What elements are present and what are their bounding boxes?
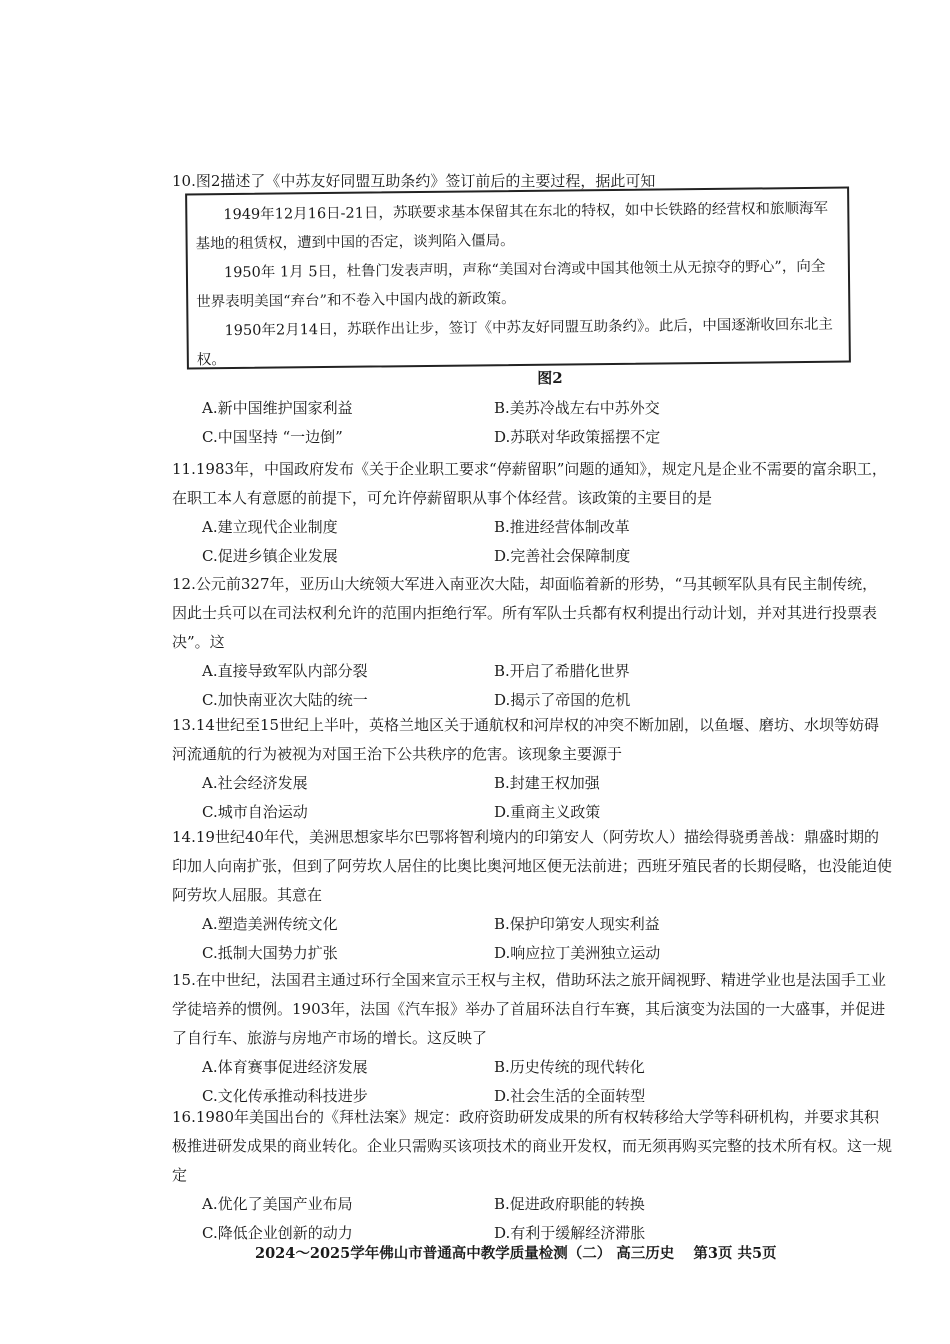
- question-16-stem: 16.1980年美国出台的《拜杜法案》规定：政府资助研发成果的所有权转移给大学等科研机构，并要求其积极推进研发成果的商业转化。企业只需购买该项技术的商业开发权，而无须再购买完整的技术所有权。这一规定: [172, 1108, 893, 1184]
- question-14-stem: 14.19世纪40年代，美洲思想家毕尔巴鄂将智利境内的印第安人（阿劳坎人）描绘得骁勇善战：鼎盛时期的印加人向南扩张，但到了阿劳坎人居住的比奥比奥河地区便无法前进；西班牙殖民者的长期侵略，也没能迫使阿劳坎人屈服。其意在: [172, 828, 893, 904]
- question-13: [172, 711, 892, 827]
- option-d[interactable]: D.重商主义政策: [494, 803, 601, 821]
- option-a[interactable]: A.建立现代企业制度: [202, 518, 338, 536]
- option-b[interactable]: B.促进政府职能的转换: [494, 1195, 645, 1213]
- option-b[interactable]: B.封建王权加强: [494, 774, 600, 792]
- option-b[interactable]: B.开启了希腊化世界: [494, 662, 630, 680]
- figure-2-paragraph-1: 1949年12月16日-21日，苏联要求基本保留其在东北的特权，如中长铁路的经营权和旅顺海军基地的租赁权，遭到中国的否定，谈判陷入僵局。: [195, 200, 829, 253]
- figure-2-paragraph-3: 1950年2月14日，苏联作出让步，签订《中苏友好同盟互助条约》。此后，中国逐渐收回东北主权。: [196, 316, 833, 369]
- option-a[interactable]: A.塑造美洲传统文化: [202, 915, 338, 933]
- option-b[interactable]: B.推进经营体制改革: [494, 518, 630, 536]
- question-14: [172, 823, 892, 968]
- option-c[interactable]: C.降低企业创新的动力: [202, 1224, 353, 1242]
- figure-2-paragraph-2: 1950年 1月 5日，杜鲁门发表声明，声称“美国对台湾或中国其他领土从无掠夺的野心”，向全世界表明美国“弃台”和不卷入中国内战的新政策。: [196, 258, 826, 311]
- footer-page-number: 第3页 共5页: [693, 1245, 777, 1262]
- footer-title: 2024～2025学年佛山市普通高中教学质量检测（二） 高三历史: [255, 1245, 675, 1262]
- figure-2-box: [185, 187, 851, 370]
- question-10-options: [172, 394, 892, 452]
- question-11-stem: 11.1983年，中国政府发布《关于企业职工要求“停薪留职”问题的通知》，规定凡是企业不需要的富余职工，在职工本人有意愿的前提下，可允许停薪留职从事个体经营。该政策的主要目的是: [172, 460, 887, 507]
- page-footer: [255, 1242, 791, 1263]
- option-b[interactable]: B.保护印第安人现实利益: [494, 915, 660, 933]
- question-12: [172, 570, 892, 715]
- question-15: [172, 966, 892, 1111]
- figure-2-caption: 图2: [537, 369, 563, 387]
- option-a[interactable]: A.体育赛事促进经济发展: [202, 1058, 368, 1076]
- option-a[interactable]: A.新中国维护国家利益: [202, 399, 353, 417]
- option-c[interactable]: C.中国坚持 “一边倒”: [202, 428, 343, 446]
- option-d[interactable]: D.有利于缓解经济滞胀: [494, 1224, 646, 1242]
- option-a[interactable]: A.社会经济发展: [202, 774, 308, 792]
- option-a[interactable]: A.直接导致军队内部分裂: [202, 662, 368, 680]
- question-12-stem: 12.公元前327年，亚历山大统领大军进入南亚次大陆，却面临着新的形势，“马其顿军队具有民主制传统，因此士兵可以在司法权利允许的范围内拒绝行军。所有军队士兵都有权利提出行动计划，并对其进行投票表决”。这: [172, 575, 878, 651]
- option-c[interactable]: C.文化传承推动科技进步: [202, 1087, 368, 1105]
- question-13-stem: 13.14世纪至15世纪上半叶，英格兰地区关于通航权和河岸权的冲突不断加剧，以鱼堰、磨坊、水坝等妨碍河流通航的行为被视为对国王治下公共秩序的危害。该现象主要源于: [172, 716, 880, 763]
- option-d[interactable]: D.完善社会保障制度: [494, 547, 631, 565]
- question-15-stem: 15.在中世纪，法国君主通过环行全国来宣示王权与主权，借助环法之旅开阔视野、精进学业也是法国手工业学徒培养的惯例。1903年，法国《汽车报》举办了首届环法自行车赛，其后演变为法国的一大盛事，并促进了自行车、旅游与房地产市场的增长。这反映了: [172, 971, 886, 1047]
- option-d[interactable]: D.响应拉丁美洲独立运动: [494, 944, 661, 962]
- option-b[interactable]: B.美苏冷战左右中苏外交: [494, 399, 660, 417]
- option-c[interactable]: C.促进乡镇企业发展: [202, 547, 338, 565]
- question-16: [172, 1103, 892, 1248]
- question-11: [172, 455, 892, 571]
- question-10-stem: 10.图2描述了《中苏友好同盟互助条约》签订前后的主要过程，据此可知: [172, 172, 656, 190]
- option-c[interactable]: C.城市自治运动: [202, 803, 308, 821]
- option-d[interactable]: D.揭示了帝国的危机: [494, 691, 631, 709]
- option-b[interactable]: B.历史传统的现代转化: [494, 1058, 645, 1076]
- option-c[interactable]: C.抵制大国势力扩张: [202, 944, 338, 962]
- option-c[interactable]: C.加快南亚次大陆的统一: [202, 691, 368, 709]
- option-d[interactable]: D.社会生活的全面转型: [494, 1087, 646, 1105]
- option-a[interactable]: A.优化了美国产业布局: [202, 1195, 353, 1213]
- option-d[interactable]: D.苏联对华政策摇摆不定: [494, 428, 661, 446]
